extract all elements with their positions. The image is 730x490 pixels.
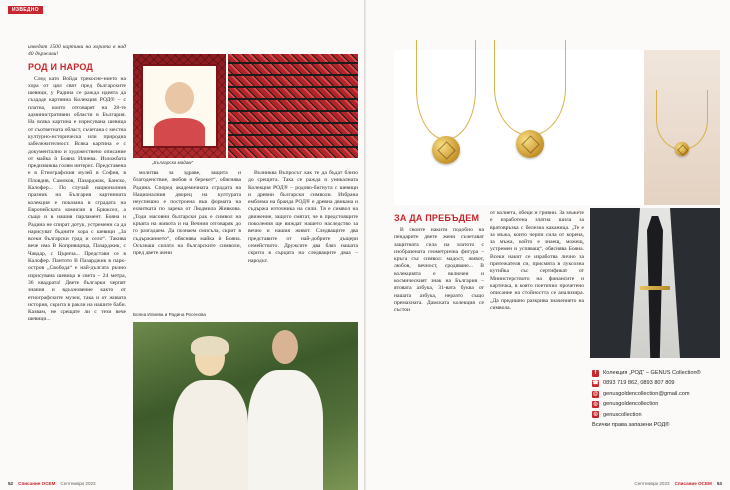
article-paragraph: В своите накити подобно на пендарите двете жени съчетават защитната сила на златото с изобразената геометрична фигура – кръга със символ: мадост, живот, любов, вечност, сродяване... В колекцията е включен и космическият знак на България – ятовата азбука, 31-вата буква от нашата азбука, неразто също премахната. Дамската колекция се състои [394, 227, 484, 314]
contact-row [592, 378, 701, 388]
contact-text[interactable]: 0893 719 862, 0893 807 809 [603, 380, 675, 387]
contact-text[interactable]: genusgoldencollection@gmail.com [603, 390, 690, 397]
section-tag: ИЗВЕДНО [8, 6, 43, 14]
phone-icon: ☎ [592, 380, 599, 387]
contact-row [592, 399, 701, 409]
embroidery-portrait-image [133, 54, 226, 158]
left-column-1 [28, 44, 126, 484]
contact-text[interactable]: genusgoldencollection [603, 401, 659, 408]
page-number: 52 [8, 481, 14, 486]
heading-rod-i-narod: РОД И НАРОД [28, 61, 94, 72]
right-column-2 [490, 210, 584, 478]
photo-two-women [133, 322, 358, 490]
contact-row [592, 410, 701, 420]
article-paragraph: от колиета, обеци и гривни. За мъжете е изработена златна шила за вратовръзка с белезна каканица. „Те е за мъжа, които черпи сила от корена, за мъжа, който е знаещ, можещ, устремен и успяващ“, обяснява Бояна. Всеки накит се изработва лично за притежателя си, присмята в луксозна кутийка със сертификат от Министерството на финансите и картичка, в която поетично прочетено описание на стойността се анализира. „Да предишно разкрива значението на символа. [490, 210, 584, 311]
left-footer [8, 481, 96, 486]
magazine-name: Списание ОСЕМ [674, 481, 712, 486]
intro-text: изведат 1500 картини на хората в над 40 държави! [28, 44, 126, 58]
caption-women: Бояна Илиева и Радина Росенова [133, 312, 206, 317]
page-number: 53 [716, 481, 722, 486]
issue-date: Септември 2023 [60, 481, 96, 486]
mail-icon: @ [593, 390, 598, 397]
heading-za-da-prebadem: ЗА ДА ПРЕБЪДЕМ [394, 213, 480, 223]
left-page [0, 0, 364, 490]
right-column-1 [394, 210, 484, 478]
contacts-block [592, 368, 701, 430]
tie-clip [640, 286, 670, 290]
contact-row [592, 368, 701, 378]
tie-clip-photo [590, 208, 720, 358]
article-paragraph: След като Войда трекосне-нието на хора от цял свят пред българските шевици, у Радина се ражда идеята да създаде картинна Колекция РОД® – с платна, които отговарят на 28-те административни области в България. На всяка картина е изрисувана шевица от съответната област, съчетана с местна културно-историческа или природна забележителност. Всяка картина е с документално и художествено описание от майка ѝ Бояна Илиева. Изложбата предизвиква голям интерес. Представена е в Етнографския музей в София, в Пловдив, Самоков, Пазарджик, Банско, Калофер... По случай националния празник на България картинната колекция е показана в сградата на Европейската комисия в Брюксел, а също и в нашия парламент. Бояна и Радина не спират дотук, устремени са да нарисуват бъдните хора с шевици „За всеки български град и село“. Такива вече има В Копривщица, Пазарджик, с Чавдар, с Църнча... Представи се в Калофер. Пантото В Пазарджик в парк-остров „Свобода“ е най-дългата ръчно изрисувана шевица в света – 24 метра, 36 квадрата! Двете българки черпят знания и вдъхновение както от етнографските музеи, така и от живата история, скрита в ракли на нашите баби. Казвам, не срещате ли с тези вече шевици... [28, 75, 126, 323]
instagram-icon: ◎ [593, 411, 598, 418]
article-paragraph: Възниква Въпросът как те да бъдат близо до срещита. Така се ражда и уникалната Колекция РОД® – родово-бигнута с шевици и древни български символи. Избрана емблема на бранда РОД® е древна двикана и съдържа източника на сили. Тя е символ на движение, защото смятат, че в предстоящите поколения ще виждат нашето наследство за вечно и нашия живот. Следващите два представите от най-добрите дъщери семейството. Дружсите два бляз нашата скрита в сърцата на следващите дваа – народът. [248, 170, 358, 264]
contact-text[interactable]: genuscollection [603, 411, 642, 418]
model-with-necklace-image [644, 50, 720, 205]
instagram-icon: ◎ [593, 400, 598, 407]
left-column-3 [248, 170, 358, 318]
article-paragraph: молитва за здраве, защита и благоденствие, любов и берекет“, обяснява Радина. Според академичната сградата на Националния дворец на културата неуспешно е построена във формата на ехвитката по зарека от Людмила Живкова. „Тоди масовни български рак е символ на кръвта на живота и на Вечния отговаряк до го разгадаем. Да познаем смисъла, скрит в съдържанието“, обяснява майка ѝ Бояна. Осъзнаш силата на българските символи, пред двете жени [133, 170, 241, 257]
facebook-icon: f [592, 370, 599, 377]
right-footer [634, 481, 722, 486]
left-column-2 [133, 170, 241, 318]
magazine-name: Списание ОСЕМ [18, 481, 56, 486]
gold-pendants-image [394, 50, 720, 205]
contact-row [592, 389, 701, 399]
rights-text: Всички права запазени РОД® [592, 422, 670, 429]
issue-date: Септември 2023 [634, 481, 670, 486]
embroidery-pattern-image [228, 54, 358, 158]
contact-text[interactable]: Колекция „РОД“ – GENUS Collection® [603, 370, 701, 376]
caption-embroidery: „Българска мадам“ [152, 160, 194, 165]
right-page [366, 0, 730, 490]
